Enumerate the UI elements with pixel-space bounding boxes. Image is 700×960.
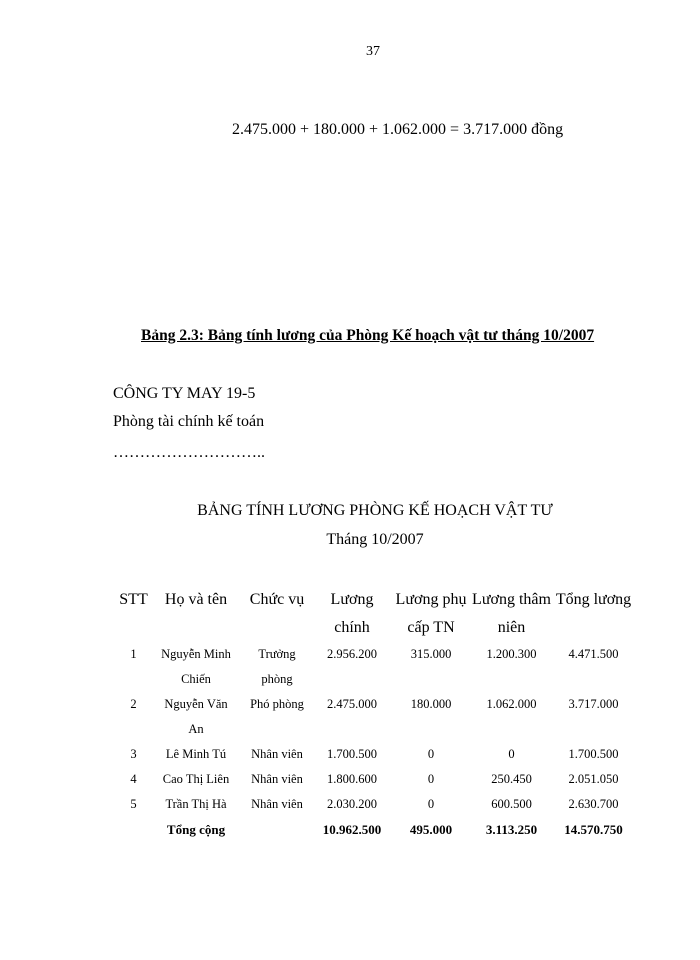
page-number: 37 bbox=[366, 44, 380, 59]
salary-equation: 2.475.000 + 180.000 + 1.062.000 = 3.717.000 đồng bbox=[232, 121, 564, 138]
table-title: BẢNG TÍNH LƯƠNG PHÒNG KẾ HOẠCH VẬT TƯ bbox=[197, 502, 553, 519]
cell-text: 2.030.200 bbox=[327, 797, 377, 811]
cell-text: 1 bbox=[130, 647, 137, 661]
salary-table bbox=[115, 586, 636, 842]
table-cell bbox=[390, 767, 472, 792]
table-cell bbox=[551, 642, 636, 692]
cell-text: 0 bbox=[508, 747, 515, 761]
cell-text: 2.475.000 bbox=[327, 697, 377, 711]
cell-text: 180.000 bbox=[410, 697, 452, 711]
cell-text: 1.700.500 bbox=[327, 747, 377, 761]
table-cell bbox=[472, 692, 551, 742]
table-cell bbox=[314, 692, 390, 742]
cell-text: Nhân viên bbox=[251, 797, 303, 811]
table-row bbox=[115, 792, 636, 817]
cell-text: Lương phụ bbox=[395, 591, 467, 608]
table-cell bbox=[390, 692, 472, 742]
table-cell bbox=[390, 817, 472, 842]
table-row bbox=[115, 642, 636, 692]
cell-text: Lê Minh Tú bbox=[165, 747, 227, 761]
table-cell bbox=[240, 742, 314, 767]
cell-text: 1.062.000 bbox=[486, 697, 537, 711]
cell-text: 315.000 bbox=[410, 647, 452, 661]
cell-text: 4 bbox=[130, 772, 137, 786]
table-cell bbox=[314, 767, 390, 792]
table-row bbox=[115, 767, 636, 792]
table-cell bbox=[240, 817, 314, 842]
table-row bbox=[115, 742, 636, 767]
cell-text: 4.471.500 bbox=[568, 647, 619, 661]
table-cell bbox=[152, 792, 240, 817]
cell-text: 1.700.500 bbox=[568, 747, 619, 761]
table-cell bbox=[390, 792, 472, 817]
cell-text: 0 bbox=[427, 747, 435, 761]
cell-text: 2.051.050 bbox=[568, 772, 619, 786]
cell-text: chính bbox=[334, 619, 370, 636]
cell-text: niên bbox=[497, 619, 526, 636]
table-cell bbox=[240, 692, 314, 742]
cell-text: 2.630.700 bbox=[568, 797, 619, 811]
table-cell bbox=[314, 642, 390, 692]
table-cell bbox=[152, 586, 240, 642]
cell-text: Cao Thị Liên bbox=[162, 772, 230, 786]
table-cell bbox=[390, 586, 472, 642]
cell-text: Trưởng bbox=[258, 647, 296, 661]
dotted-line: ……………………….. bbox=[113, 444, 265, 461]
table-cell bbox=[314, 742, 390, 767]
table-cell bbox=[314, 586, 390, 642]
table-cell bbox=[115, 817, 152, 842]
table-cell bbox=[152, 692, 240, 742]
cell-text: Họ và tên bbox=[164, 591, 228, 608]
table-cell bbox=[115, 692, 152, 742]
cell-text: 2.956.200 bbox=[327, 647, 377, 661]
cell-text: 1.200.300 bbox=[486, 647, 537, 661]
table-cell bbox=[240, 586, 314, 642]
table-cell bbox=[390, 642, 472, 692]
table-cell bbox=[551, 692, 636, 742]
cell-text: An bbox=[188, 722, 204, 736]
cell-text: 5 bbox=[130, 797, 137, 811]
department-name: Phòng tài chính kế toán bbox=[113, 413, 265, 430]
table-cell bbox=[115, 792, 152, 817]
cell-text: 0 bbox=[427, 797, 435, 811]
table-cell bbox=[551, 792, 636, 817]
cell-text: Phó phòng bbox=[250, 697, 304, 711]
cell-text: Trần Thị Hà bbox=[165, 797, 227, 811]
cell-text: 3.113.250 bbox=[485, 822, 538, 837]
cell-text: 0 bbox=[427, 772, 435, 786]
table-cell bbox=[314, 792, 390, 817]
cell-text: 10.962.500 bbox=[322, 822, 382, 837]
table-cell bbox=[551, 817, 636, 842]
table-cell bbox=[472, 586, 551, 642]
cell-text: Nguyễn Minh bbox=[161, 647, 231, 661]
cell-text: 600.500 bbox=[491, 797, 532, 811]
table-row bbox=[115, 692, 636, 742]
cell-text: 495.000 bbox=[409, 822, 453, 837]
table-cell bbox=[115, 586, 152, 642]
cell-text: 1.800.600 bbox=[327, 772, 377, 786]
table-header-row bbox=[115, 586, 636, 642]
table-cell bbox=[240, 767, 314, 792]
cell-text: Chiến bbox=[181, 672, 211, 686]
cell-text: Lương thâm bbox=[472, 591, 551, 608]
table-month: Tháng 10/2007 bbox=[326, 531, 424, 548]
table-cell bbox=[240, 642, 314, 692]
table-cell bbox=[115, 767, 152, 792]
table-cell bbox=[551, 742, 636, 767]
table-cell bbox=[240, 792, 314, 817]
cell-text: Nguyễn Văn bbox=[164, 697, 228, 711]
cell-text: Tổng cộng bbox=[166, 822, 226, 837]
table-cell bbox=[472, 792, 551, 817]
table-cell bbox=[115, 642, 152, 692]
table-cell bbox=[472, 817, 551, 842]
cell-text: 2 bbox=[130, 697, 137, 711]
cell-text: Tổng lương bbox=[555, 591, 632, 608]
cell-text: Nhân viên bbox=[251, 747, 303, 761]
cell-text: cấp TN bbox=[407, 619, 455, 636]
cell-text: STT bbox=[119, 591, 148, 608]
table-cell bbox=[314, 817, 390, 842]
table-cell bbox=[152, 742, 240, 767]
cell-text: Lương bbox=[330, 591, 374, 608]
table-cell bbox=[152, 642, 240, 692]
table-total-row bbox=[115, 817, 636, 842]
table-cell bbox=[472, 642, 551, 692]
table-cell bbox=[551, 767, 636, 792]
cell-text: 3 bbox=[130, 747, 137, 761]
table-cell bbox=[551, 586, 636, 642]
company-name: CÔNG TY MAY 19-5 bbox=[113, 385, 256, 402]
cell-text: Chức vụ bbox=[249, 591, 305, 608]
table-cell bbox=[472, 767, 551, 792]
table-caption: Bảng 2.3: Bảng tính lương của Phòng Kế hoạch vật tư tháng 10/2007 bbox=[141, 327, 595, 344]
table-cell bbox=[390, 742, 472, 767]
cell-text: Nhân viên bbox=[251, 772, 303, 786]
cell-text: 250.450 bbox=[491, 772, 532, 786]
cell-text: phòng bbox=[261, 672, 293, 686]
cell-text: 3.717.000 bbox=[568, 697, 619, 711]
table-cell bbox=[115, 742, 152, 767]
table-cell bbox=[152, 767, 240, 792]
cell-text: 14.570.750 bbox=[564, 822, 623, 837]
table-cell bbox=[152, 817, 240, 842]
table-cell bbox=[472, 742, 551, 767]
